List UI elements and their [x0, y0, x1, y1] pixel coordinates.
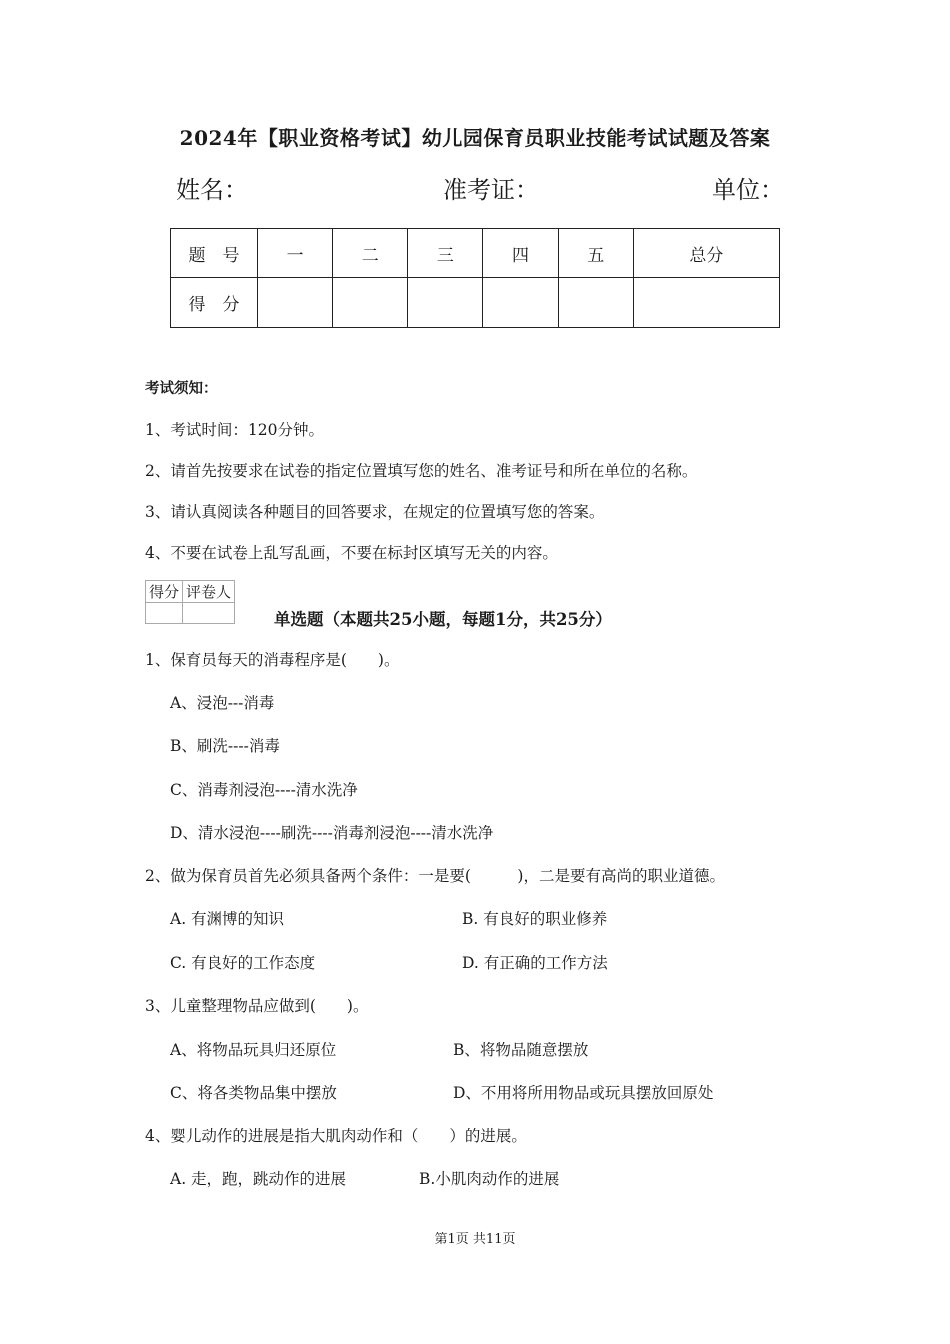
- question-option: B、刷洗----消毒: [170, 737, 280, 755]
- question-stem: 4、婴儿动作的进展是指大肌肉动作和（ ）的进展。: [145, 1127, 527, 1145]
- score-cell: [633, 278, 779, 328]
- question-stem: 1、保育员每天的消毒程序是( )。: [145, 651, 400, 669]
- grader-reviewer-cell: [183, 603, 235, 624]
- score-table: [170, 228, 780, 328]
- score-table-row: [171, 278, 780, 328]
- score-header-cell: 四: [483, 229, 558, 278]
- page-title: 2024年【职业资格考试】幼儿园保育员职业技能考试试题及答案: [179, 126, 771, 150]
- question-stem: 3、儿童整理物品应做到( )。: [145, 997, 369, 1015]
- score-row-label: 得 分: [171, 278, 258, 328]
- grader-score-label: 得分: [146, 581, 183, 603]
- name-label: 姓名：: [176, 176, 248, 204]
- notice-heading: 考试须知：: [145, 380, 218, 397]
- question-option: D、清水浸泡----刷洗----消毒剂浸泡----清水洗净: [170, 824, 494, 842]
- notice-item: 4、不要在试卷上乱写乱画，不要在标封区填写无关的内容。: [145, 544, 558, 562]
- grader-score-cell: [146, 603, 183, 624]
- score-cell: [558, 278, 633, 328]
- question-option: B. 有良好的职业修养: [462, 910, 608, 928]
- question-option: B.小肌肉动作的进展: [419, 1170, 560, 1188]
- question-option: C、消毒剂浸泡----清水洗净: [170, 781, 358, 799]
- question-option: C. 有良好的工作态度: [170, 954, 316, 972]
- grader-box: [145, 580, 235, 624]
- question-stem: 2、做为保育员首先必须具备两个条件：一是要( )，二是要有高尚的职业道德。: [145, 867, 725, 885]
- notice-item: 2、请首先按要求在试卷的指定位置填写您的姓名、准考证号和所在单位的名称。: [145, 462, 698, 480]
- question-option: B、将物品随意摆放: [453, 1041, 589, 1059]
- question-option: A. 有渊博的知识: [170, 910, 285, 928]
- score-header-cell: 五: [558, 229, 633, 278]
- grader-reviewer-label: 评卷人: [183, 581, 235, 603]
- score-header-cell: 总分: [633, 229, 779, 278]
- question-option: A、将物品玩具归还原位: [170, 1041, 337, 1059]
- question-option: A、浸泡---消毒: [170, 694, 275, 712]
- score-header-cell: 题 号: [171, 229, 258, 278]
- score-header-cell: 三: [408, 229, 483, 278]
- section-title: 单选题（本题共25小题，每题1分，共25分）: [274, 610, 612, 629]
- question-option: D、不用将所用物品或玩具摆放回原处: [453, 1084, 714, 1102]
- score-cell: [333, 278, 408, 328]
- score-header-cell: 二: [333, 229, 408, 278]
- notice-item: 1、考试时间：120分钟。: [145, 421, 324, 439]
- question-option: C、将各类物品集中摆放: [170, 1084, 337, 1102]
- score-header-cell: 一: [258, 229, 333, 278]
- notice-item: 3、请认真阅读各种题目的回答要求，在规定的位置填写您的答案。: [145, 503, 605, 521]
- question-option: A. 走，跑，跳动作的进展: [170, 1170, 347, 1188]
- exam-number-label: 准考证：: [443, 176, 539, 204]
- question-option: D. 有正确的工作方法: [462, 954, 608, 972]
- score-cell: [483, 278, 558, 328]
- score-table-header-row: [171, 229, 780, 278]
- score-cell: [408, 278, 483, 328]
- page-number: 第1页 共11页: [434, 1232, 516, 1247]
- score-cell: [258, 278, 333, 328]
- unit-label: 单位：: [712, 176, 784, 204]
